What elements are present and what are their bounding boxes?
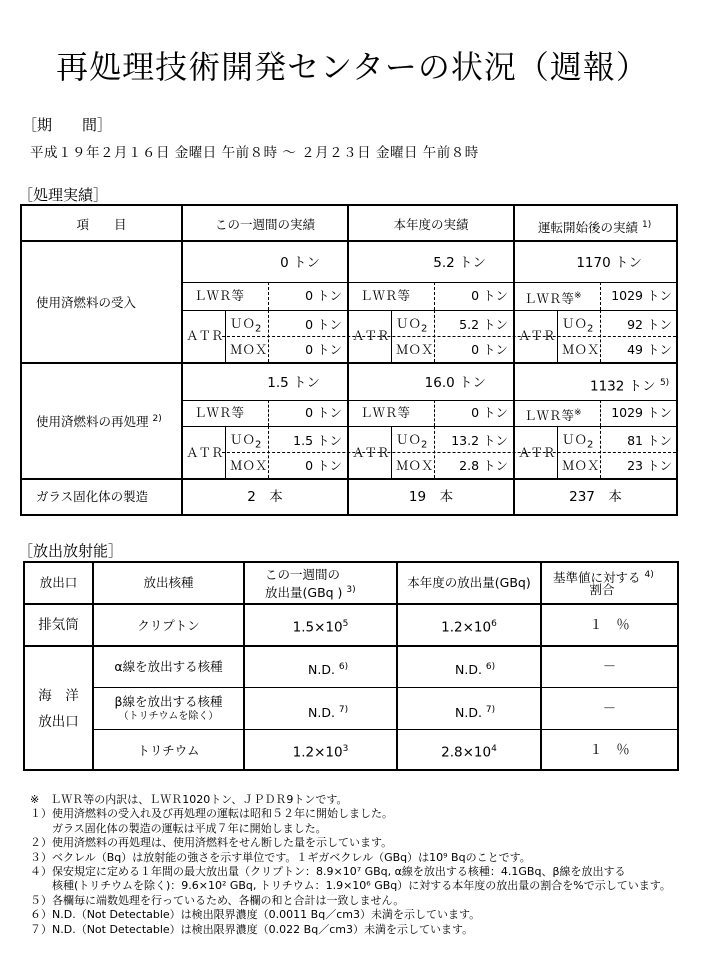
reprocess-lwr-week: 0 トン (305, 405, 342, 420)
release-header-week-2: 放出量(GBq ) $^{3)}$ (265, 585, 356, 601)
beta-nuclide-sub: （トリチウムを除く） (118, 711, 219, 722)
glass-year: 19 本 (408, 489, 454, 505)
reprocess-lwr-label-2: ＬＷＲ等 (360, 405, 411, 420)
alpha-year: N.D. $^{6)}$ (455, 662, 496, 678)
receipt-total-week: 0 トン (280, 255, 320, 271)
reprocess-total-week: 1.5 トン (267, 375, 320, 391)
note-item: ２）使用済燃料の再処理は、使用済燃料をせん断した量を示しています。 (30, 836, 393, 850)
receipt-mox-since: 49 トン (627, 342, 672, 357)
tritium-week: $1.2\times 10^3$ (292, 744, 349, 761)
release-header-ratio-1: 基準値に対する $^{4)}$ (553, 570, 654, 586)
release-heading: ［放出放射能］ (18, 542, 124, 560)
receipt-mox-week: 0 トン (305, 342, 342, 357)
beta-ratio: － (602, 701, 617, 717)
period-text: 平成１９年２月１６日 金曜日 午前８時 ～ ２月２３日 金曜日 午前８時 (30, 145, 479, 161)
reprocess-atr-label: ＡＴＲ (186, 445, 224, 460)
note-item: ６）N.D.（Not Detectable）は検出限界濃度（0.0011 Bq／cm3）未満を示しています。 (30, 908, 481, 922)
receipt-mox-label-2: ＭＯＸ (396, 342, 434, 357)
note-item: ７）N.D.（Not Detectable）は検出限界濃度（0.022 Bq／cm3）未満を示しています。 (30, 922, 474, 936)
note-item: ３）ベクレル（Bq）は放射能の強さを示す単位です。１ギガベクレル（GBq）は10⁹ Bqのことです。 (30, 850, 531, 864)
receipt-mox-year: 0 トン (471, 342, 508, 357)
sea-outlet-1: 海 洋 (38, 688, 79, 704)
receipt-uo2-year: 5.2 トン (459, 317, 508, 332)
tritium-nuclide: トリチウム (137, 743, 200, 758)
receipt-uo2-label: ＵＯ$_2$ (230, 316, 262, 335)
receipt-atr-label-3: ＡＴＲ (518, 328, 556, 343)
alpha-ratio: － (602, 659, 617, 675)
receipt-uo2-label-3: ＵＯ$_2$ (562, 316, 594, 335)
reprocess-label: 使用済燃料の再処理 $^{2)}$ (36, 414, 162, 430)
note-item: ５）各欄毎に端数処理を行っているため、各欄の和と合計は一致しません。 (30, 893, 405, 907)
receipt-total-year: 5.2 トン (433, 255, 486, 271)
reprocess-uo2-since: 81 トン (627, 433, 672, 448)
reprocess-lwr-label: ＬＷＲ等 (194, 405, 245, 420)
notes (30, 793, 671, 937)
beta-week: N.D. $^{7)}$ (308, 705, 349, 721)
reprocess-total-year: 16.0 トン (424, 375, 486, 391)
tritium-ratio: １ ％ (589, 742, 630, 758)
reprocess-lwr-label-3: ＬＷＲ等※ (524, 408, 582, 424)
receipt-lwr-label-3: ＬＷＲ等※ (524, 291, 582, 307)
reprocess-uo2-year: 13.2 トン (451, 433, 508, 448)
tritium-year: $2.8\times 10^4$ (441, 744, 497, 761)
receipt-mox-label: ＭＯＸ (230, 342, 268, 357)
alpha-nuclide: α線を放出する核種 (114, 659, 223, 674)
receipt-total-since: 1170 トン (576, 255, 642, 271)
alpha-week: N.D. $^{6)}$ (308, 662, 349, 678)
glass-week: 2 本 (247, 489, 283, 505)
note-item: ４）保安規定に定める１年間の最大放出量（クリプトン：8.9×10⁷ GBq, α線を放出する核種：4.1GBq、β線を放出する (30, 865, 626, 879)
receipt-lwr-since: 1029 トン (611, 288, 672, 303)
reprocess-uo2-label: ＵＯ$_2$ (230, 432, 262, 451)
receipt-lwr-label-2: ＬＷＲ等 (360, 288, 411, 303)
note-item: 核種(トリチウムを除く)：9.6×10² GBq, トリチウム：1.9×10⁶ GBq）に対する本年度の放出量の割合を%で示しています。 (30, 879, 671, 893)
reprocess-mox-label-2: ＭＯＸ (396, 458, 434, 473)
stack-outlet: 排気筒 (38, 617, 79, 633)
reprocess-lwr-since: 1029 トン (611, 405, 672, 420)
release-header-nuclide: 放出核種 (143, 575, 194, 590)
receipt-atr-label-2: ＡＴＲ (352, 328, 390, 343)
stack-ratio: １ ％ (589, 617, 630, 633)
processing-heading: ［処理実績］ (18, 186, 109, 204)
note-item: ※ ＬＷＲ等の内訳は、ＬＷＲ1020トン、ＪＰＤＲ9トンです。 (30, 793, 348, 806)
reprocess-mox-week: 0 トン (305, 458, 342, 473)
release-table (23, 561, 679, 771)
receipt-label: 使用済燃料の受入 (36, 295, 137, 310)
header-year: 本年度の実績 (393, 217, 469, 232)
beta-nuclide: β線を放出する核種 (114, 694, 223, 709)
glass-label: ガラス固化体の製造 (36, 489, 149, 504)
beta-year: N.D. $^{7)}$ (455, 705, 496, 721)
reprocess-uo2-label-3: ＵＯ$_2$ (562, 432, 594, 451)
processing-table (20, 204, 678, 516)
sea-outlet-2: 放出口 (38, 714, 79, 730)
reprocess-atr-label-3: ＡＴＲ (518, 445, 556, 460)
release-header-week-1: この一週間の (265, 567, 341, 582)
header-week: この一週間の実績 (214, 217, 315, 232)
receipt-uo2-label-2: ＵＯ$_2$ (396, 316, 428, 335)
receipt-lwr-week: 0 トン (305, 288, 342, 303)
header-since: 運転開始後の実績 $^{1)}$ (538, 220, 652, 236)
release-header-ratio-2: 割合 (589, 582, 615, 597)
reprocess-mox-year: 2.8 トン (459, 458, 508, 473)
reprocess-atr-label-2: ＡＴＲ (352, 445, 390, 460)
receipt-lwr-year: 0 トン (471, 288, 508, 303)
note-item: １）使用済燃料の受入れ及び再処理の運転は昭和５２年に開始しました。 (30, 807, 393, 821)
release-header-year: 本年度の放出量(GBq) (407, 575, 531, 590)
receipt-mox-label-3: ＭＯＸ (562, 342, 600, 357)
note-item: ガラス固化体の製造の運転は平成７年に開始しました。 (30, 821, 327, 835)
stack-nuclide: クリプトン (137, 618, 200, 633)
reprocess-mox-since: 23 トン (627, 458, 672, 473)
glass-since: 237 本 (569, 489, 622, 505)
reprocess-mox-label: ＭＯＸ (230, 458, 268, 473)
reprocess-uo2-week: 1.5 トン (293, 433, 342, 448)
receipt-uo2-since: 92 トン (627, 317, 672, 332)
release-header-outlet: 放出口 (39, 575, 78, 590)
receipt-atr-label: ＡＴＲ (186, 328, 224, 343)
page-title: 再処理技術開発センターの状況（週報） (56, 48, 649, 86)
header-item: 項 目 (76, 217, 127, 232)
reprocess-mox-label-3: ＭＯＸ (562, 458, 600, 473)
stack-week: $1.5\times 10^5$ (292, 619, 349, 636)
period-heading: ［期 間］ (22, 116, 113, 134)
reprocess-lwr-year: 0 トン (471, 405, 508, 420)
stack-year: $1.2\times 10^6$ (441, 619, 497, 636)
receipt-uo2-week: 0 トン (305, 317, 342, 332)
reprocess-total-since: 1132 トン $^{5)}$ (590, 378, 670, 395)
receipt-lwr-label: ＬＷＲ等 (194, 288, 245, 303)
reprocess-uo2-label-2: ＵＯ$_2$ (396, 432, 428, 451)
